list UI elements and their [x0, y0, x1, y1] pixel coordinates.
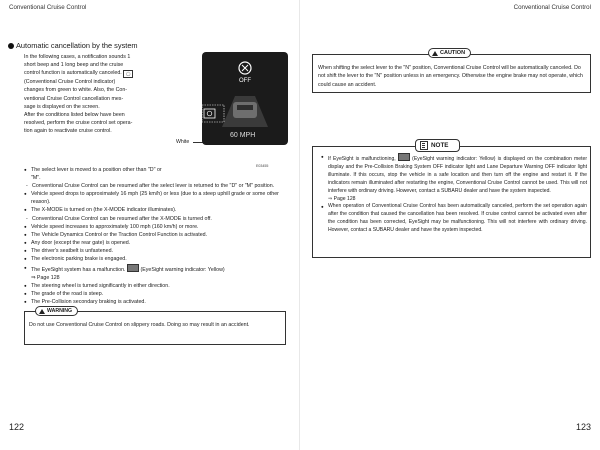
warning-triangle-icon — [39, 309, 45, 314]
figure-callout-label: White — [176, 139, 190, 145]
speedometer-mini-icon — [207, 111, 212, 116]
section-title — [8, 41, 138, 50]
list-item: ● The steering wheel is turned significantly in either direction. — [24, 282, 294, 290]
caution-box — [312, 50, 591, 93]
intro-line-text: control function is automatically canceled. — [24, 70, 122, 77]
warning-label — [35, 306, 78, 316]
warning-text: Do not use Conventional Cruise Control on slippery roads. Doing so may result in an accident. — [29, 322, 250, 328]
list-item: ● The driver's seatbelt is unfastened. — [24, 247, 294, 255]
note-item: ● When operation of Conventional Cruise Control has been automatically canceled, perform the set operation again after the condition that caused the cancellation has been resolved. If cruise control cannot be activated even after the condition has been corrected, EyeSight may be malfunctioning. This will not interfere with ordinary driving. However, contact a SUBARU dealer and have the system inspected. — [321, 203, 587, 235]
caution-text: When shifting the select lever to the "N" position, Conventional Cruise Control will be automatically canceled. Do not shift the lever to the "N" position unless in an emergency. Otherwise the engine brake may not operate, which could cause an accident. — [318, 65, 583, 88]
eyesight-warning-icon — [127, 264, 139, 272]
note-list — [321, 153, 587, 235]
intro-line: short beep and 1 long beep and the cruise — [24, 62, 124, 69]
intro-line: (Conventional Cruise Control indicator) — [24, 79, 116, 86]
intro-line: sage is displayed on the screen. — [24, 103, 100, 110]
section-title-text: Automatic cancellation by the system — [16, 41, 138, 50]
eyesight-item-text: (EyeSight warning indicator: Yellow) — [140, 266, 225, 273]
note-pad-icon — [420, 141, 428, 150]
cruise-off-cross-icon — [242, 65, 248, 71]
running-header-right: Conventional Cruise Control — [513, 4, 591, 11]
intro-line: After the conditions listed below have been — [24, 111, 125, 118]
running-header-left: Conventional Cruise Control — [9, 4, 87, 11]
list-item: ● The Pre-Collision secondary braking is activated. — [24, 298, 294, 306]
image-code: E03455 — [256, 164, 269, 168]
speed-text: 60 MPH — [230, 132, 256, 139]
list-item: ● The grade of the road is steep. — [24, 290, 294, 298]
list-item — [24, 264, 294, 274]
intro-line: changes from green to white. Also, the Con- — [24, 87, 128, 94]
list-item: ● Any door (except the rear gate) is opened. — [24, 239, 294, 247]
caution-label — [428, 48, 471, 58]
intro-line — [24, 69, 154, 78]
list-subitem: - Conventional Cruise Control can be resumed after the X-MODE is turned off. — [24, 215, 294, 223]
caution-triangle-icon — [432, 51, 438, 56]
list-subitem: - Conventional Cruise Control can be resumed after the select lever is returned to the "D" or "M" position. — [24, 182, 294, 190]
list-item: ● The Vehicle Dynamics Control or the Traction Control Function is activated. — [24, 231, 294, 239]
note-item — [321, 153, 587, 203]
eyesight-item-text: The EyeSight system has a malfunction. — [31, 266, 126, 273]
eyesight-warning-icon — [398, 153, 410, 161]
note-label-text: NOTE — [431, 142, 449, 149]
warning-box — [24, 308, 286, 345]
intro-paragraph — [24, 53, 154, 135]
page-number-right: 123 — [575, 422, 591, 432]
note-item-text: (EyeSight warning indicator: Yellow) is displayed on the combination meter display and the Pre-Collision Braking System OFF indicator light and Lane Departure Warning OFF indicator light illuminate. If this occurs, stop the vehicle in a safe location and then turn off the engine and restart it. If the indicators remain illuminated after restarting the engine, Conventional Cruise Control cannot be used. This will not interfere with ordinary driving. However, contact a SUBARU dealer and have the system inspected. — [328, 156, 588, 194]
off-text: OFF — [239, 78, 251, 84]
car-window-icon — [237, 105, 253, 110]
right-page — [300, 0, 600, 450]
page-reference-link[interactable]: ⇒ Page 128 — [31, 274, 60, 281]
meter-display-figure — [202, 52, 288, 145]
cruise-indicator-white-icon — [204, 109, 215, 118]
section-bullet-icon — [8, 43, 14, 49]
list-item: ● Vehicle speed increases to approximately 100 mph (160 km/h) or more. — [24, 223, 294, 231]
intro-line: resolved, perform the cruise control set opera- — [24, 120, 133, 127]
list-item: ● Vehicle speed drops to approximately 16 mph (25 km/h) or less (due to a steep uphill grade or some other reason). — [24, 190, 294, 206]
intro-line: ventional Cruise Control cancellation mes- — [24, 95, 124, 102]
list-item: ● The X-MODE is turned on (the X-MODE indicator illuminates). — [24, 206, 294, 214]
note-label — [415, 139, 460, 152]
intro-line: tion again to reactivate cruise control. — [24, 128, 112, 135]
list-item: ● The select lever is moved to a position other than "D" or "M". — [24, 166, 164, 182]
page-reference-link[interactable]: ⇒ Page 128 — [328, 195, 356, 202]
conditions-list — [24, 182, 294, 306]
cruise-indicator-icon: ◯ — [123, 70, 133, 78]
conditions-list-first — [24, 166, 164, 182]
highlight-frame — [202, 105, 224, 122]
intro-line: In the following cases, a notification sounds 1 — [24, 54, 131, 60]
page-number-left: 122 — [9, 422, 25, 432]
note-box — [312, 142, 591, 258]
caution-label-text: CAUTION — [440, 50, 466, 56]
list-item: ● The electronic parking brake is engaged. — [24, 255, 294, 263]
note-item-text: If EyeSight is malfunctioning, — [328, 156, 396, 162]
warning-label-text: WARNING — [47, 308, 73, 314]
